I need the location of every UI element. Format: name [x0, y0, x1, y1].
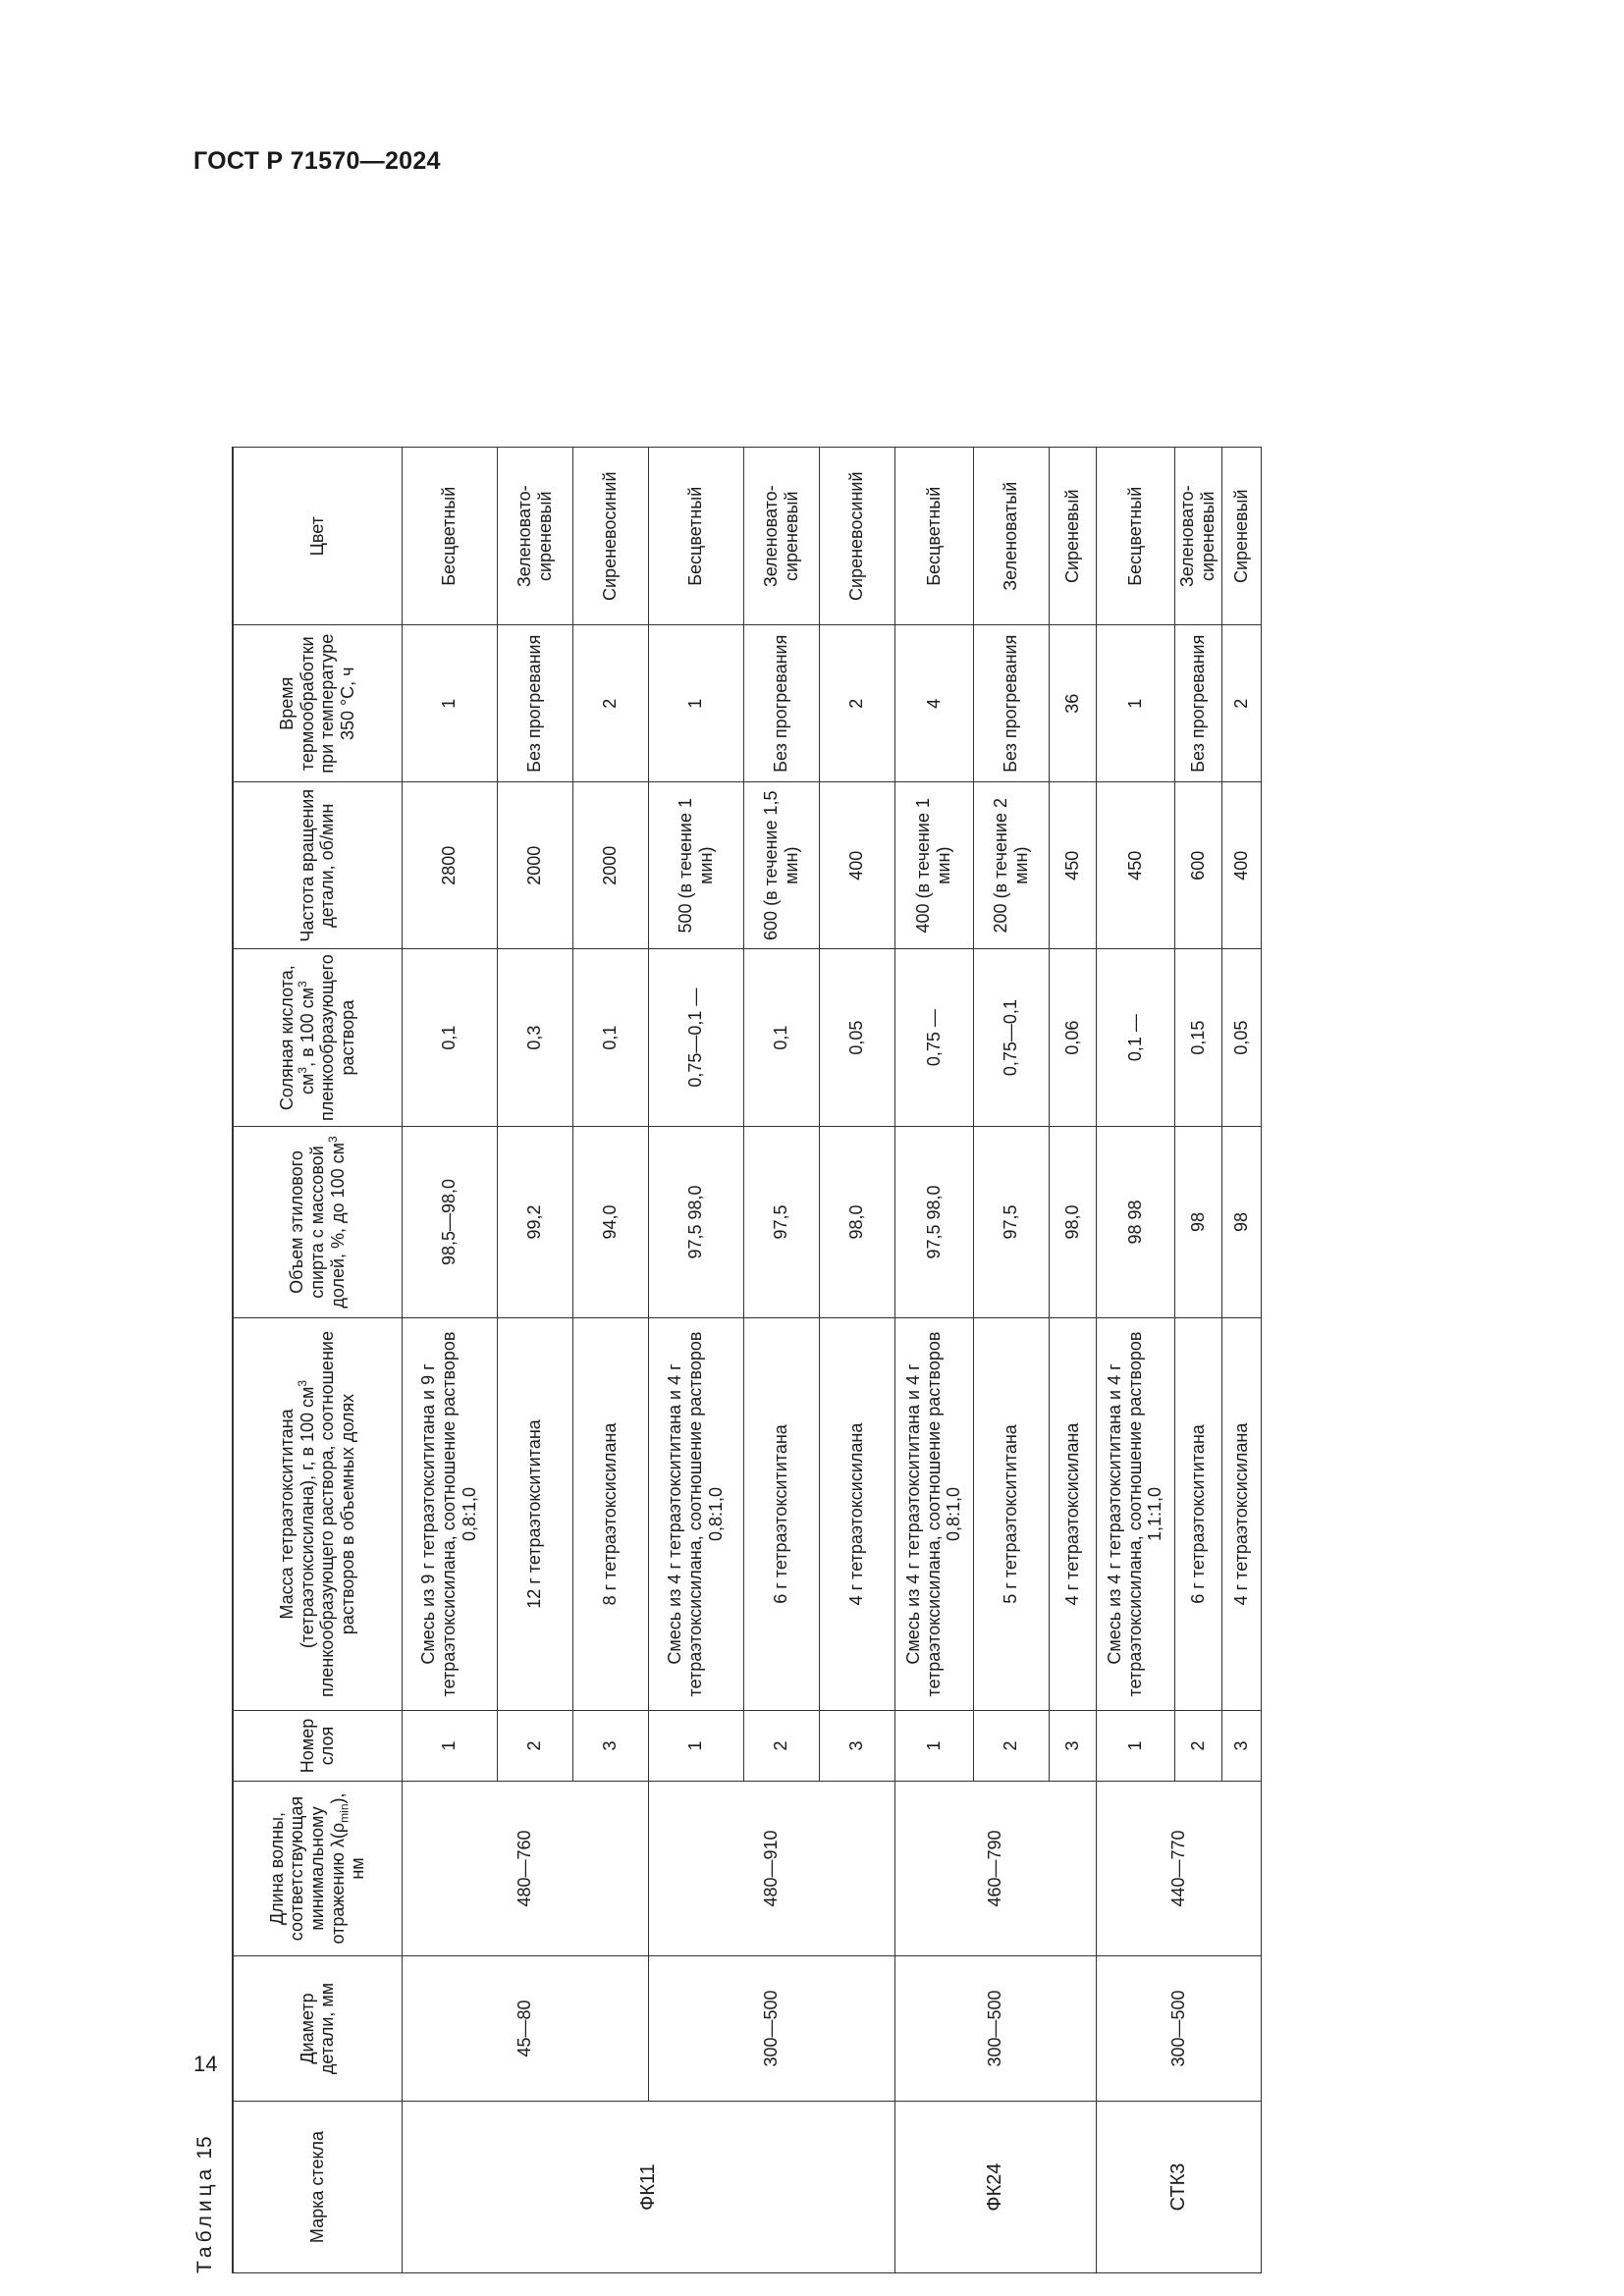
table-caption-number: 15 — [193, 2136, 216, 2160]
cell-layer: 2 — [973, 1711, 1049, 1782]
cell-color: Бесцветный — [1096, 448, 1174, 625]
cell-time: 4 — [894, 625, 973, 782]
cell-grade: ФК24 — [894, 2102, 1096, 2273]
cell-wavelength: 480—910 — [648, 1782, 894, 1956]
header-mass-sup: 3 — [295, 1379, 309, 1387]
cell-layer: 3 — [819, 1711, 894, 1782]
table-row — [648, 448, 743, 2273]
header-mass — [233, 1318, 402, 1711]
rotated-table-area — [183, 229, 1405, 2275]
cell-color: Сиреневосиний — [819, 448, 894, 625]
header-ethanol-sup: 3 — [325, 1136, 340, 1144]
header-ethanol — [233, 1127, 402, 1318]
cell-color: Бесцветный — [648, 448, 743, 625]
cell-mass: 6 г тетраэтоксититана — [1174, 1318, 1221, 1711]
cell-rpm: 400 (в течение 1 мин) — [894, 782, 973, 949]
cell-hcl: 0,75 — — [894, 949, 973, 1127]
header-layer: Номер слоя — [233, 1711, 402, 1782]
cell-layer: 1 — [1096, 1711, 1174, 1782]
cell-mass: 8 г тетраэтоксисилана — [572, 1318, 648, 1711]
header-mass-text: Масса тетраэтоксититана (тетраэтоксисилана), г, в 100 см — [276, 1386, 317, 1649]
cell-ethanol: 97,5 — [973, 1127, 1049, 1318]
cell-color: Зеленоватый — [973, 448, 1049, 625]
cell-mass: 4 г тетраэтоксисилана — [1049, 1318, 1096, 1711]
table-row — [894, 448, 973, 2273]
header-wavelength-unit: ), нм — [327, 1792, 368, 1880]
cell-ethanol: 98,0 — [1049, 1127, 1096, 1318]
cell-rpm: 2000 — [572, 782, 648, 949]
cell-ethanol: 94,0 — [572, 1127, 648, 1318]
cell-rpm: 450 — [1049, 782, 1096, 949]
table-container — [183, 229, 1405, 2275]
header-wavelength-text: Длина волны, соответствующая минимальному отражению λ(ρ — [266, 1795, 348, 1945]
header-hcl-text-b: , в 100 см — [297, 987, 317, 1067]
cell-hcl: 0,05 — [819, 949, 894, 1127]
header-grade: Марка стекла — [233, 2102, 402, 2273]
cell-time: 1 — [402, 625, 497, 782]
cell-wavelength: 480—760 — [402, 1782, 648, 1956]
cell-layer: 3 — [572, 1711, 648, 1782]
cell-mass: 4 г тетраэтоксисилана — [1221, 1318, 1261, 1711]
cell-color: Сиреневый — [1221, 448, 1261, 625]
cell-mass: 5 г тетраэтоксититана — [973, 1318, 1049, 1711]
cell-color: Бесцветный — [894, 448, 973, 625]
cell-time: 1 — [1096, 625, 1174, 782]
cell-ethanol: 98,5—98,0 — [402, 1127, 497, 1318]
header-ethanol-text: Объем этилового спирта с массовой долей, %, до 100 см — [287, 1143, 348, 1308]
cell-hcl: 0,75—0,1 — [973, 949, 1049, 1127]
table-header-row — [233, 448, 402, 2273]
cell-grade: СТК3 — [1096, 2102, 1261, 2273]
cell-hcl: 0,75—0,1 — — [648, 949, 743, 1127]
cell-hcl: 0,1 — [743, 949, 819, 1127]
header-wavelength — [233, 1782, 402, 1956]
header-hcl-sup-1: 3 — [295, 1066, 309, 1074]
table-row — [402, 448, 497, 2273]
cell-ethanol: 99,2 — [497, 1127, 572, 1318]
cell-color: Зеленовато-сиреневый — [497, 448, 572, 625]
cell-time: Без прогревания — [497, 625, 572, 782]
cell-layer: 1 — [402, 1711, 497, 1782]
cell-color: Зеленовато-сиреневый — [743, 448, 819, 625]
cell-layer: 3 — [1049, 1711, 1096, 1782]
cell-ethanol: 97,5 98,0 — [648, 1127, 743, 1318]
page-number: 14 — [193, 2052, 218, 2076]
header-color: Цвет — [233, 448, 402, 625]
cell-ethanol: 97,5 98,0 — [894, 1127, 973, 1318]
header-hcl-text-a: Соляная кислота, см — [276, 965, 317, 1111]
cell-hcl: 0,1 — [572, 949, 648, 1127]
table-row — [1096, 448, 1174, 2273]
cell-hcl: 0,1 — [402, 949, 497, 1127]
data-table — [232, 447, 1262, 2273]
cell-ethanol: 98,0 — [819, 1127, 894, 1318]
cell-mass: Смесь из 4 г тетраэтоксититана и 4 г тетраэтоксисилана, соотношение растворов 0,8:1,0 — [648, 1318, 743, 1711]
cell-hcl: 0,05 — [1221, 949, 1261, 1127]
cell-rpm: 2800 — [402, 782, 497, 949]
cell-rpm: 200 (в течение 2 мин) — [973, 782, 1049, 949]
cell-rpm: 500 (в течение 1 мин) — [648, 782, 743, 949]
cell-color: Сиреневый — [1049, 448, 1096, 625]
cell-layer: 1 — [894, 1711, 973, 1782]
cell-diameter: 300—500 — [1096, 1956, 1261, 2102]
cell-mass: Смесь из 4 г тетраэтоксититана и 4 г тетраэтоксисилана, соотношение растворов 1,1:1,0 — [1096, 1318, 1174, 1711]
header-hcl-sup-2: 3 — [295, 981, 309, 988]
cell-time: Без прогревания — [1174, 625, 1221, 782]
header-rpm: Частота вращения детали, об/мин — [233, 782, 402, 949]
table-caption — [183, 2057, 227, 2273]
cell-mass: 12 г тетраэтоксититана — [497, 1318, 572, 1711]
cell-time: 2 — [819, 625, 894, 782]
cell-diameter: 45—80 — [402, 1956, 648, 2102]
cell-mass: 4 г тетраэтоксисилана — [819, 1318, 894, 1711]
cell-ethanol: 98 — [1221, 1127, 1261, 1318]
table-caption-word: Таблица — [193, 2164, 216, 2273]
cell-color: Бесцветный — [402, 448, 497, 625]
header-hcl — [233, 949, 402, 1127]
cell-layer: 2 — [497, 1711, 572, 1782]
cell-mass: 6 г тетраэтоксититана — [743, 1318, 819, 1711]
cell-time: Без прогревания — [973, 625, 1049, 782]
cell-mass: Смесь из 4 г тетраэтоксититана и 4 г тетраэтоксисилана, соотношение растворов 0,8:1,0 — [894, 1318, 973, 1711]
cell-grade: ФК11 — [402, 2102, 894, 2273]
cell-hcl: 0,1 — — [1096, 949, 1174, 1127]
cell-color: Сиреневосиний — [572, 448, 648, 625]
cell-time: 1 — [648, 625, 743, 782]
cell-time: 2 — [1221, 625, 1261, 782]
cell-ethanol: 98 — [1174, 1127, 1221, 1318]
cell-wavelength: 440—770 — [1096, 1782, 1261, 1956]
header-diameter: Диаметр детали, мм — [233, 1956, 402, 2102]
cell-rpm: 600 — [1174, 782, 1221, 949]
cell-rpm: 600 (в течение 1,5 мин) — [743, 782, 819, 949]
cell-color: Зеленовато-сиреневый — [1174, 448, 1221, 625]
cell-hcl: 0,3 — [497, 949, 572, 1127]
document-header: ГОСТ Р 71570—2024 — [193, 147, 441, 175]
cell-time: 36 — [1049, 625, 1096, 782]
header-wavelength-sub: min — [337, 1803, 352, 1823]
cell-wavelength: 460—790 — [894, 1782, 1096, 1956]
cell-layer: 2 — [1174, 1711, 1221, 1782]
cell-rpm: 400 — [1221, 782, 1261, 949]
header-hcl-text-c: пленкообразующего раствора — [317, 954, 357, 1121]
cell-time: Без прогревания — [743, 625, 819, 782]
header-time: Время термообработки при температуре 350 °C, ч — [233, 625, 402, 782]
cell-rpm: 450 — [1096, 782, 1174, 949]
cell-hcl: 0,06 — [1049, 949, 1096, 1127]
cell-hcl: 0,15 — [1174, 949, 1221, 1127]
cell-mass: Смесь из 9 г тетраэтоксититана и 9 г тетраэтоксисилана, соотношение растворов 0,8:1,0 — [402, 1318, 497, 1711]
cell-layer: 2 — [743, 1711, 819, 1782]
cell-layer: 3 — [1221, 1711, 1261, 1782]
cell-ethanol: 97,5 — [743, 1127, 819, 1318]
cell-layer: 1 — [648, 1711, 743, 1782]
cell-ethanol: 98 98 — [1096, 1127, 1174, 1318]
cell-time: 2 — [572, 625, 648, 782]
cell-rpm: 2000 — [497, 782, 572, 949]
header-mass-tail: пленкообразующего раствора, соотношение растворов в объемных долях — [317, 1331, 357, 1697]
cell-rpm: 400 — [819, 782, 894, 949]
cell-diameter: 300—500 — [894, 1956, 1096, 2102]
cell-diameter: 300—500 — [648, 1956, 894, 2102]
